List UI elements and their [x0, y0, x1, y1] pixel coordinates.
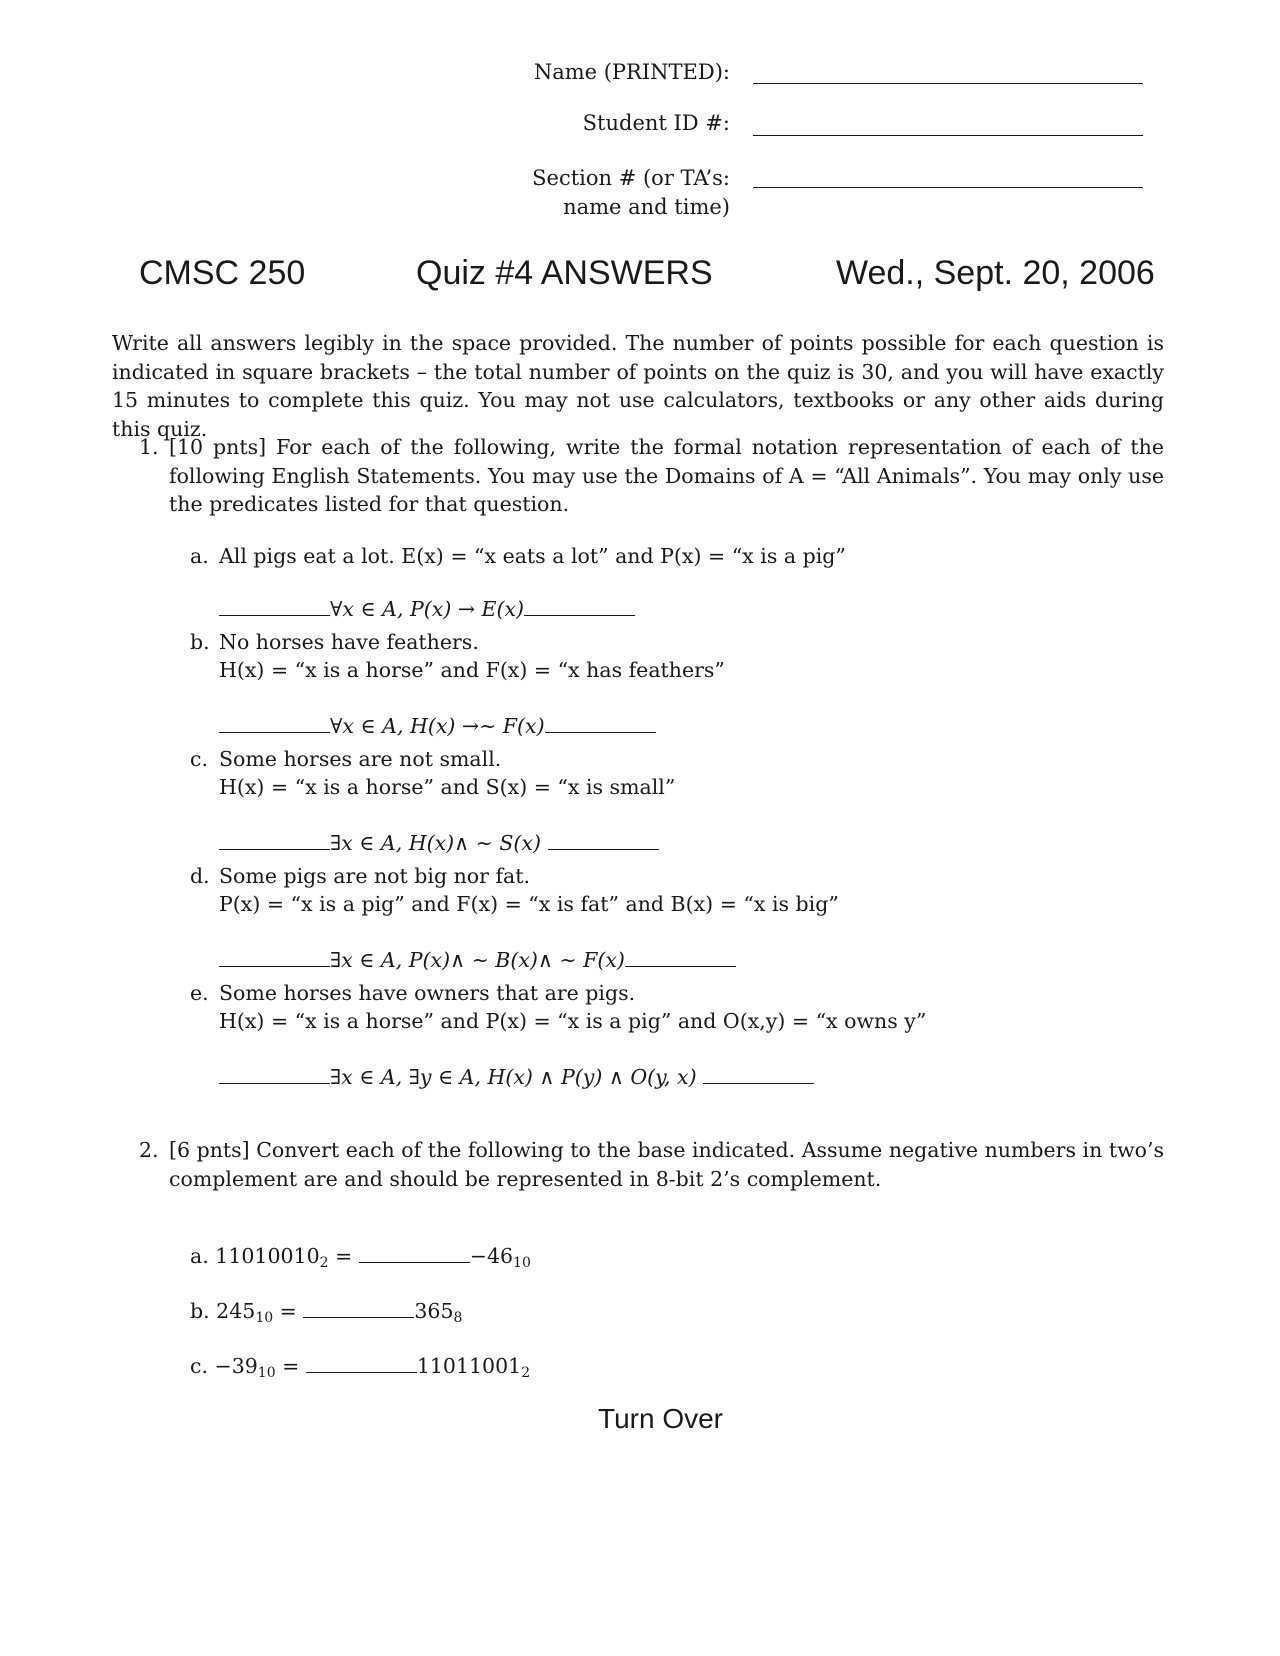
q1a-letter: a.: [190, 544, 209, 568]
student-id-field-line[interactable]: [753, 135, 1143, 136]
q2c-row[interactable]: c. $-39_{10} = 11011001_2$: [190, 1350, 530, 1388]
q2c-value: −39: [214, 1354, 258, 1378]
q1d-statement: Some pigs are not big nor fat.: [219, 864, 531, 888]
q1e-letter: e.: [190, 981, 209, 1005]
instructions: Write all answers legibly in the space provided. The number of points possible for each question is indicated in square brackets – the total number of points on the quiz is 30, and you will have exactly 15 minutes to complete this quiz. You may not use calculators, textbooks or any other aids during this quiz.: [112, 331, 1164, 441]
q2-number: 2.: [139, 1138, 159, 1162]
q2a-row[interactable]: a. $11010010_2 = -46_{10}$: [190, 1240, 531, 1278]
q2c-base: 10: [257, 1365, 276, 1381]
q2c-answer-base: 2: [521, 1365, 531, 1381]
answer-blank: [306, 1350, 417, 1373]
answer-blank: [703, 1061, 814, 1084]
q1c-statement: Some horses are not small.: [219, 747, 502, 771]
q1-text: [10 pnts] For each of the following, write the formal notation representation of each of the following English Statements. You may use the Domains of A = “All Animals”. You may only use the predicates listed for that question.: [169, 435, 1164, 516]
q2a-answer: −46: [469, 1244, 514, 1268]
section-label-line1: Section # (or TA’s:: [532, 166, 730, 190]
q2b-answer: 365: [414, 1299, 454, 1323]
q2c-answer: 11011001: [416, 1354, 522, 1378]
course-title: CMSC 250: [139, 254, 306, 292]
quiz-date: Wed., Sept. 20, 2006: [836, 254, 1155, 292]
answer-blank: [219, 593, 330, 616]
q1b-answer-row[interactable]: [219, 710, 656, 738]
answer-blank: [219, 827, 330, 850]
answer-blank: [359, 1240, 470, 1263]
q1d-answer-row[interactable]: [219, 944, 736, 972]
answer-blank: [524, 593, 635, 616]
q1a-statement: All pigs eat a lot. E(x) = “x eats a lot” and P(x) = “x is a pig”: [219, 544, 846, 568]
q1a-answer: ∀x ∈ A, P(x) → E(x): [330, 597, 525, 621]
answer-blank: [219, 1061, 330, 1084]
q1b-answer: ∀x ∈ A, H(x) →∼ F(x): [330, 714, 545, 738]
q1a-answer-row[interactable]: [219, 593, 635, 621]
name-field-line[interactable]: [753, 83, 1143, 84]
q2c-letter: c.: [190, 1354, 208, 1378]
q2b-base: 10: [255, 1310, 274, 1326]
answer-blank: [303, 1295, 414, 1318]
q1b-predicates: H(x) = “x is a horse” and F(x) = “x has feathers”: [219, 658, 725, 682]
q2b-answer-base: 8: [453, 1310, 463, 1326]
name-label: Name (PRINTED):: [533, 60, 730, 84]
q1d-answer: ∃x ∈ A, P(x)∧ ∼ B(x)∧ ∼ F(x): [330, 948, 625, 972]
q1b-statement: No horses have feathers.: [219, 630, 479, 654]
answer-blank: [219, 944, 330, 967]
q2b-letter: b.: [190, 1299, 210, 1323]
q1e-answer: ∃x ∈ A, ∃y ∈ A, H(x) ∧ P(y) ∧ O(y, x): [330, 1065, 697, 1089]
q1c-predicates: H(x) = “x is a horse” and S(x) = “x is small”: [219, 775, 676, 799]
q2b-row[interactable]: b. $245_{10} = 365_8$: [190, 1295, 462, 1333]
q1d-predicates: P(x) = “x is a pig” and F(x) = “x is fat” and B(x) = “x is big”: [219, 892, 839, 916]
section-label-line2: name and time): [563, 195, 730, 219]
answer-blank: [219, 710, 330, 733]
q1b-letter: b.: [190, 630, 210, 654]
q1c-answer: ∃x ∈ A, H(x)∧ ∼ S(x): [330, 831, 541, 855]
turn-over-footer: Turn Over: [598, 1403, 723, 1434]
q1c-letter: c.: [190, 747, 208, 771]
q1d-letter: d.: [190, 864, 210, 888]
answer-blank: [625, 944, 736, 967]
q2a-answer-base: 10: [513, 1255, 531, 1271]
q1e-predicates: H(x) = “x is a horse” and P(x) = “x is a pig” and O(x,y) = “x owns y”: [219, 1009, 927, 1033]
q2a-letter: a.: [190, 1244, 209, 1268]
q1e-statement: Some horses have owners that are pigs.: [219, 981, 636, 1005]
q1-number: 1.: [139, 435, 159, 459]
answer-blank: [548, 827, 659, 850]
q1c-answer-row[interactable]: [219, 827, 659, 855]
student-id-label: Student ID #:: [582, 111, 730, 135]
answer-blank: [545, 710, 656, 733]
q2b-value: 245: [216, 1299, 256, 1323]
q2a-base: 2: [319, 1255, 329, 1271]
q1e-answer-row[interactable]: [219, 1061, 814, 1089]
section-field-line[interactable]: [753, 187, 1143, 188]
quiz-title: Quiz #4 ANSWERS: [416, 254, 713, 292]
q2a-value: 11010010: [215, 1244, 320, 1268]
q2-text: [6 pnts] Convert each of the following to the base indicated. Assume negative numbers in two’s complement are and should be represented in 8-bit 2’s complement.: [169, 1138, 1164, 1191]
